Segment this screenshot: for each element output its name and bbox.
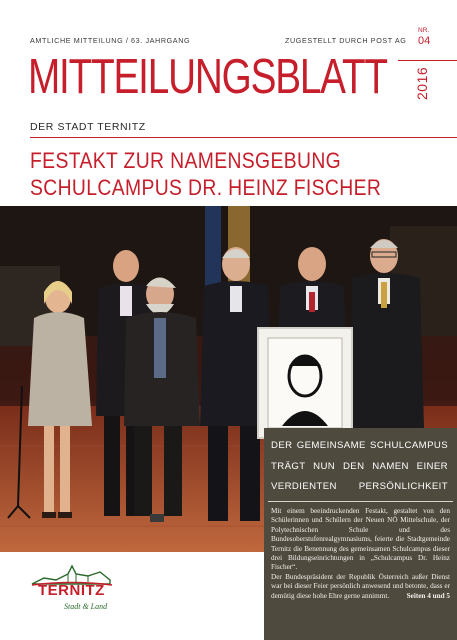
logo-tagline: Stadt & Land — [64, 602, 108, 611]
masthead-subtitle: DER STADT TERNITZ — [30, 121, 146, 133]
article-heading-line-2: TRÄGT NUN DEN NAMEN EINER — [271, 460, 448, 472]
article-paragraph-2: Der Bundespräsident der Republik Österreich außer Dienst war bei dieser Feier persönlich anwesend und betonte, dass er demütig diese hohe Ehre gerne annimmt. — [271, 572, 450, 600]
issue-label: NR. — [418, 27, 430, 34]
article-heading-line-1: DER GEMEINSAME SCHULCAMPUS — [271, 440, 448, 451]
article-rule — [268, 501, 453, 502]
header-rule — [398, 60, 457, 61]
masthead-title: MITTEILUNGSBLATT — [28, 50, 387, 104]
article-heading-line-3: VERDIENTEN PERSÖNLICHKEIT — [271, 481, 448, 492]
year-label: 2016 — [414, 66, 430, 100]
headline-line-1: FESTAKT ZUR NAMENSGEBUNG — [30, 148, 342, 173]
article-heading — [271, 436, 448, 498]
postal-note: ZUGESTELLT DURCH POST AG — [285, 36, 407, 45]
headline-line-2: SCHULCAMPUS DR. HEINZ FISCHER — [30, 175, 382, 200]
article-paragraph-1: Mit einem beeindruckenden Festakt, gestaltet von den Schülerinnen und Schülern der Neuen NÖ Mittelschule, der Polytechnischen Schule und des Bundesoberstufenrealgymnasiums, feierte die Stadtgemeinde Ternitz die Benennung des gemeinsamen Schulcampus dieser drei Bildungseinrichtungen in „Schulcampus Dr. Heinz Fischer“. — [271, 507, 450, 572]
issue-number — [418, 28, 430, 47]
page-reference: Seiten 4 und 5 — [406, 591, 450, 600]
logo-wordmark: TERNITZ — [38, 582, 105, 599]
article-teaser — [264, 428, 457, 640]
ternitz-logo — [28, 562, 114, 622]
issue-value: 04 — [418, 34, 431, 47]
publication-note: AMTLICHE MITTEILUNG / 63. JAHRGANG — [30, 36, 191, 45]
article-body — [271, 507, 450, 601]
masthead-divider — [30, 137, 457, 138]
